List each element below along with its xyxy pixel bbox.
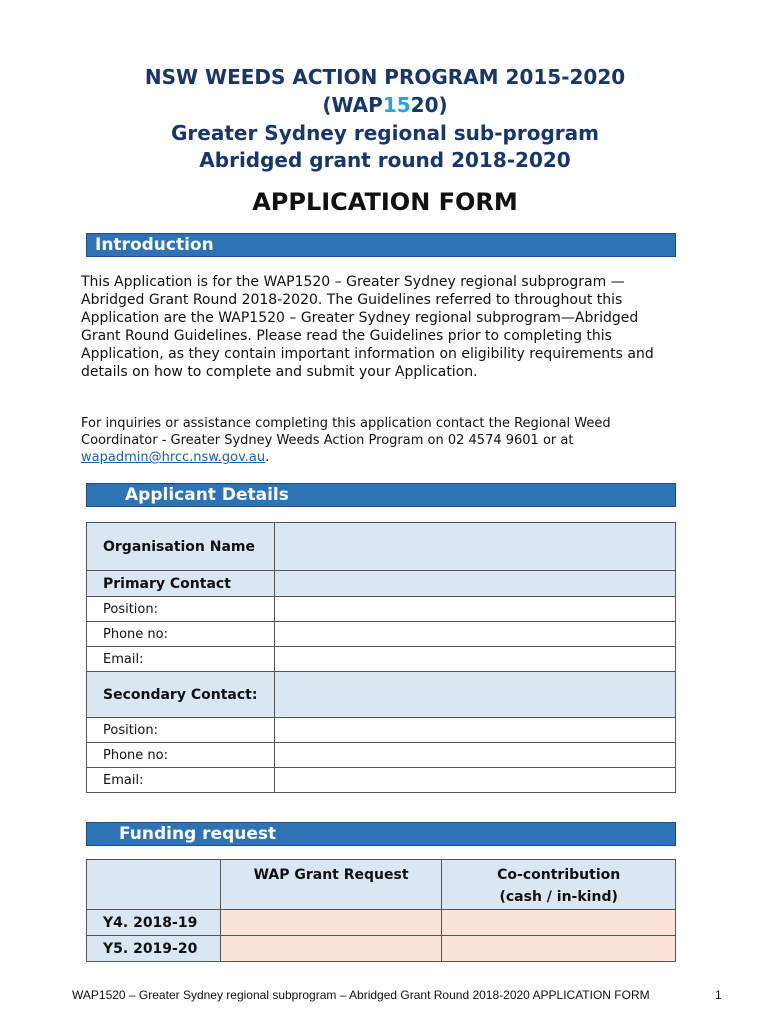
form-title: APPLICATION FORM bbox=[252, 188, 518, 216]
co-contribution-header-line1: Co-contribution bbox=[497, 867, 621, 883]
primary-contact-field[interactable] bbox=[274, 571, 675, 597]
applicant-details-heading: Applicant Details bbox=[86, 483, 676, 507]
secondary-email-label: Email: bbox=[87, 768, 275, 793]
introduction-heading: Introduction bbox=[86, 233, 676, 257]
subprogram-title: Greater Sydney regional sub-program bbox=[171, 121, 599, 145]
primary-phone-label: Phone no: bbox=[87, 622, 275, 647]
co-contribution-header-line2: (cash / in-kind) bbox=[499, 889, 618, 905]
program-title: NSW WEEDS ACTION PROGRAM 2015-2020 bbox=[144, 65, 626, 89]
secondary-position-field[interactable] bbox=[274, 718, 675, 743]
secondary-contact-label: Secondary Contact: bbox=[87, 672, 275, 718]
funding-row-label: Y4. 2018-19 bbox=[87, 910, 221, 936]
primary-email-label: Email: bbox=[87, 647, 275, 672]
wap-grant-request-header: WAP Grant Request bbox=[220, 860, 442, 910]
intro-paragraph: This Application is for the WAP1520 – Greater Sydney regional subprogram —Abridged Grant Round 2018-2020. The Guidelines referred to throughout this Application are the WAP1520 – Greater Sydney regional subprogram—Abridged Grant Round Guidelines. Please read the Guidelines prior to completing this Application, as they contain important information on eligibility requirements and details on how to complete and submit your Application. bbox=[81, 274, 654, 380]
funding-row-label: Y5. 2019-20 bbox=[87, 936, 221, 962]
applicant-details-table bbox=[86, 522, 676, 793]
contact-text: For inquiries or assistance completing this application contact the Regional Weed Coordinator - Greater Sydney Weeds Action Program on 02 4574 9601 or at bbox=[81, 416, 611, 448]
secondary-phone-label: Phone no: bbox=[87, 743, 275, 768]
organisation-name-field[interactable] bbox=[274, 523, 675, 571]
email-link[interactable]: wapadmin@hrcc.nsw.gov.au bbox=[81, 450, 266, 465]
co-contribution-y4-field[interactable] bbox=[442, 910, 676, 936]
program-code-suffix: 20) bbox=[410, 93, 448, 117]
funding-request-table bbox=[86, 859, 676, 962]
funding-request-heading: Funding request bbox=[86, 822, 676, 846]
page-footer: WAP1520 – Greater Sydney regional subprogram – Abridged Grant Round 2018-2020 APPLICATION FORM bbox=[72, 988, 650, 1002]
co-contribution-header bbox=[442, 860, 676, 910]
contact-paragraph bbox=[81, 415, 661, 466]
co-contribution-y5-field[interactable] bbox=[442, 936, 676, 962]
secondary-email-field[interactable] bbox=[274, 768, 675, 793]
organisation-name-label: Organisation Name bbox=[87, 523, 275, 571]
program-code-highlight: 15 bbox=[382, 93, 411, 117]
secondary-contact-field[interactable] bbox=[274, 672, 675, 718]
primary-contact-label: Primary Contact bbox=[87, 571, 275, 597]
page-number: 1 bbox=[715, 988, 722, 1002]
contact-text-end: . bbox=[265, 450, 270, 465]
wap-grant-y5-field[interactable] bbox=[220, 936, 442, 962]
secondary-phone-field[interactable] bbox=[274, 743, 675, 768]
primary-email-field[interactable] bbox=[274, 647, 675, 672]
grant-round-title: Abridged grant round 2018-2020 bbox=[199, 148, 571, 172]
secondary-position-label: Position: bbox=[87, 718, 275, 743]
primary-phone-field[interactable] bbox=[274, 622, 675, 647]
wap-grant-y4-field[interactable] bbox=[220, 910, 442, 936]
program-code-prefix: (WAP bbox=[322, 93, 383, 117]
funding-header-blank bbox=[87, 860, 221, 910]
primary-position-field[interactable] bbox=[274, 597, 675, 622]
program-code bbox=[0, 91, 770, 119]
primary-position-label: Position: bbox=[87, 597, 275, 622]
